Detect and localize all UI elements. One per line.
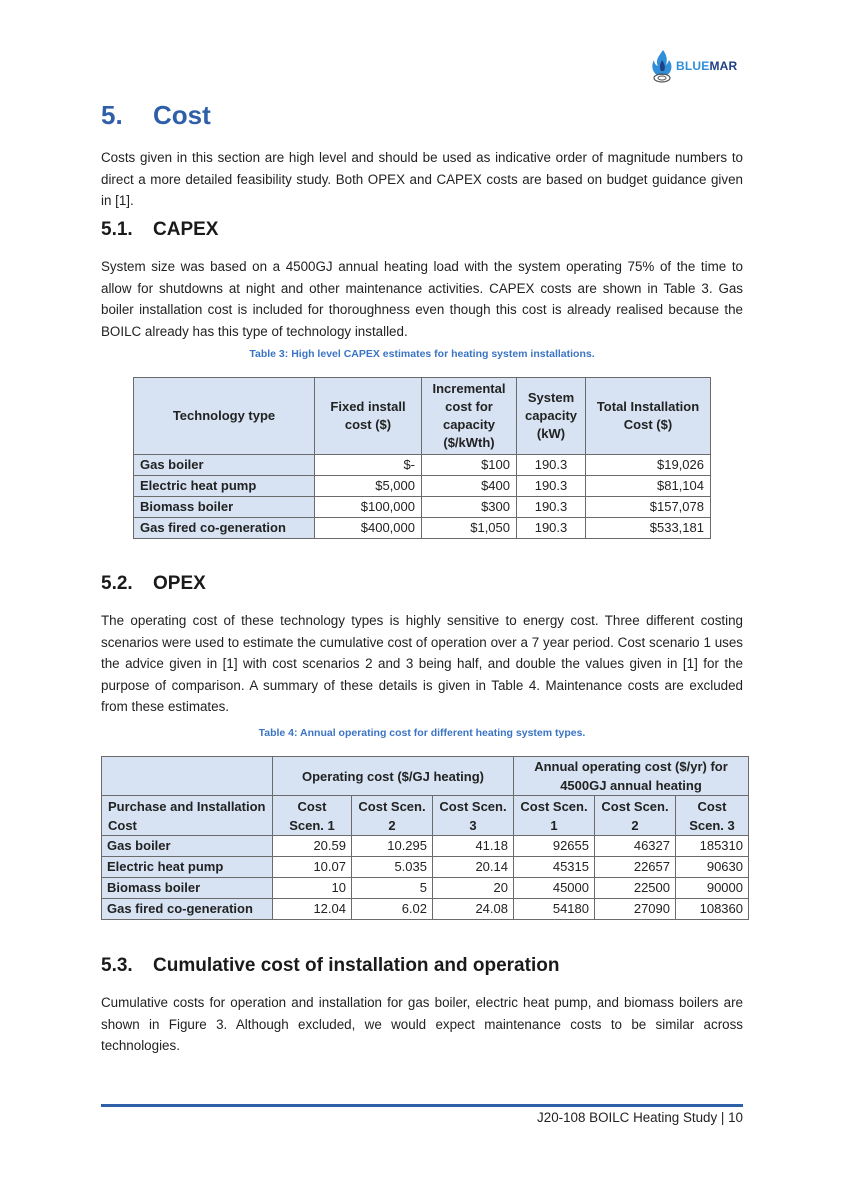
cell: Gas fired co-generation — [102, 899, 273, 920]
cell: 27090 — [595, 899, 676, 920]
row-header: Purchase and Installation Cost — [102, 796, 273, 836]
cell: Electric heat pump — [134, 476, 315, 497]
cell: 5.035 — [352, 857, 433, 878]
cell: 45315 — [514, 857, 595, 878]
table-row — [134, 476, 711, 497]
capex-table — [133, 377, 711, 539]
col-header: Cost Scen. 1 — [514, 796, 595, 836]
section-heading: 5. Cost — [101, 100, 211, 130]
company-logo — [649, 48, 737, 84]
cell: 6.02 — [352, 899, 433, 920]
cell: $100,000 — [315, 497, 422, 518]
col-header: Cost Scen. 2 — [352, 796, 433, 836]
cell: 108360 — [676, 899, 749, 920]
cell: $1,050 — [422, 518, 517, 539]
cell: $300 — [422, 497, 517, 518]
table-row — [102, 857, 749, 878]
cell: $400,000 — [315, 518, 422, 539]
table-row — [134, 455, 711, 476]
opex-table — [101, 756, 749, 920]
cell: 20 — [433, 878, 514, 899]
cell: 54180 — [514, 899, 595, 920]
logo-text: BLUEMAR — [676, 59, 738, 73]
col-header: System capacity (kW) — [517, 378, 586, 455]
col-header: Cost Scen. 3 — [433, 796, 514, 836]
cell: 46327 — [595, 836, 676, 857]
cell: $533,181 — [586, 518, 711, 539]
cell: 22657 — [595, 857, 676, 878]
col-header: Cost Scen. 3 — [676, 796, 749, 836]
cell: Gas boiler — [102, 836, 273, 857]
intro-paragraph: Costs given in this section are high level and should be used as indicative order of magnitude numbers to direct a more detailed feasibility study. Both OPEX and CAPEX costs are based on budget guidance given in [1]. — [101, 150, 743, 208]
col-header: Cost Scen. 1 — [273, 796, 352, 836]
page-footer: J20-108 BOILC Heating Study | 10 — [537, 1110, 743, 1125]
table-row — [134, 497, 711, 518]
table-row — [102, 878, 749, 899]
cell: 92655 — [514, 836, 595, 857]
cell: Biomass boiler — [134, 497, 315, 518]
cell: $19,026 — [586, 455, 711, 476]
cell: 185310 — [676, 836, 749, 857]
cell: 12.04 — [273, 899, 352, 920]
cell: 24.08 — [433, 899, 514, 920]
cell: 190.3 — [517, 497, 586, 518]
cell: 45000 — [514, 878, 595, 899]
cumulative-heading: 5.3. Cumulative cost of installation and operation — [101, 955, 560, 976]
table3-caption: Table 3: High level CAPEX estimates for heating system installations. — [249, 348, 595, 360]
cell: 190.3 — [517, 476, 586, 497]
cell: $81,104 — [586, 476, 711, 497]
cell: 22500 — [595, 878, 676, 899]
capex-heading: 5.1. CAPEX — [101, 219, 219, 240]
group-header: Annual operating cost ($/yr) for 4500GJ annual heating — [514, 757, 749, 796]
cell: 5 — [352, 878, 433, 899]
cell: Gas fired co-generation — [134, 518, 315, 539]
cell: $157,078 — [586, 497, 711, 518]
cell: 90630 — [676, 857, 749, 878]
cell: $- — [315, 455, 422, 476]
cumulative-paragraph: Cumulative costs for operation and installation for gas boiler, electric heat pump, and biomass boilers are shown in Figure 3. Although excluded, we would expect maintenance costs to be similar across technologies. — [101, 995, 743, 1053]
col-header: Fixed install cost ($) — [315, 378, 422, 455]
group-header: Operating cost ($/GJ heating) — [273, 757, 514, 796]
cell: 190.3 — [517, 455, 586, 476]
cell: 20.14 — [433, 857, 514, 878]
cell: 41.18 — [433, 836, 514, 857]
capex-paragraph: System size was based on a 4500GJ annual heating load with the system operating 75% of the time to allow for shutdowns at night and other maintenance activities. CAPEX costs are shown in Table 3. Gas boiler installation cost is included for thoroughness even though this cost is already realised because the BOILC already has this type of technology installed. — [101, 259, 743, 339]
cell: 10.295 — [352, 836, 433, 857]
cell: 90000 — [676, 878, 749, 899]
footer-divider — [101, 1104, 743, 1107]
blank-header — [102, 757, 273, 796]
col-header: Total Installation Cost ($) — [586, 378, 711, 455]
cell: 10.07 — [273, 857, 352, 878]
col-header: Cost Scen. 2 — [595, 796, 676, 836]
table4-caption: Table 4: Annual operating cost for different heating system types. — [258, 727, 586, 739]
opex-heading: 5.2. OPEX — [101, 573, 206, 594]
col-header: Incremental cost for capacity ($/kWth) — [422, 378, 517, 455]
opex-paragraph: The operating cost of these technology types is highly sensitive to energy cost. Three different costing scenarios were used to estimate the cumulative cost of operation over a 7 year period. Cost scenario 1 uses the advice given in [1] with cost scenarios 2 and 3 being half, and double the values given in [1] for the purpose of comparison. A summary of these details is given in Table 4. Maintenance costs are excluded from these estimates. — [101, 613, 743, 714]
cell: 10 — [273, 878, 352, 899]
cell: 20.59 — [273, 836, 352, 857]
cell: Electric heat pump — [102, 857, 273, 878]
cell: Biomass boiler — [102, 878, 273, 899]
cell: $100 — [422, 455, 517, 476]
cell: $400 — [422, 476, 517, 497]
table-row — [102, 836, 749, 857]
cell: 190.3 — [517, 518, 586, 539]
cell: $5,000 — [315, 476, 422, 497]
flame-logo-icon — [649, 48, 675, 84]
table-row — [102, 899, 749, 920]
col-header: Technology type — [134, 378, 315, 455]
table-row — [134, 518, 711, 539]
cell: Gas boiler — [134, 455, 315, 476]
